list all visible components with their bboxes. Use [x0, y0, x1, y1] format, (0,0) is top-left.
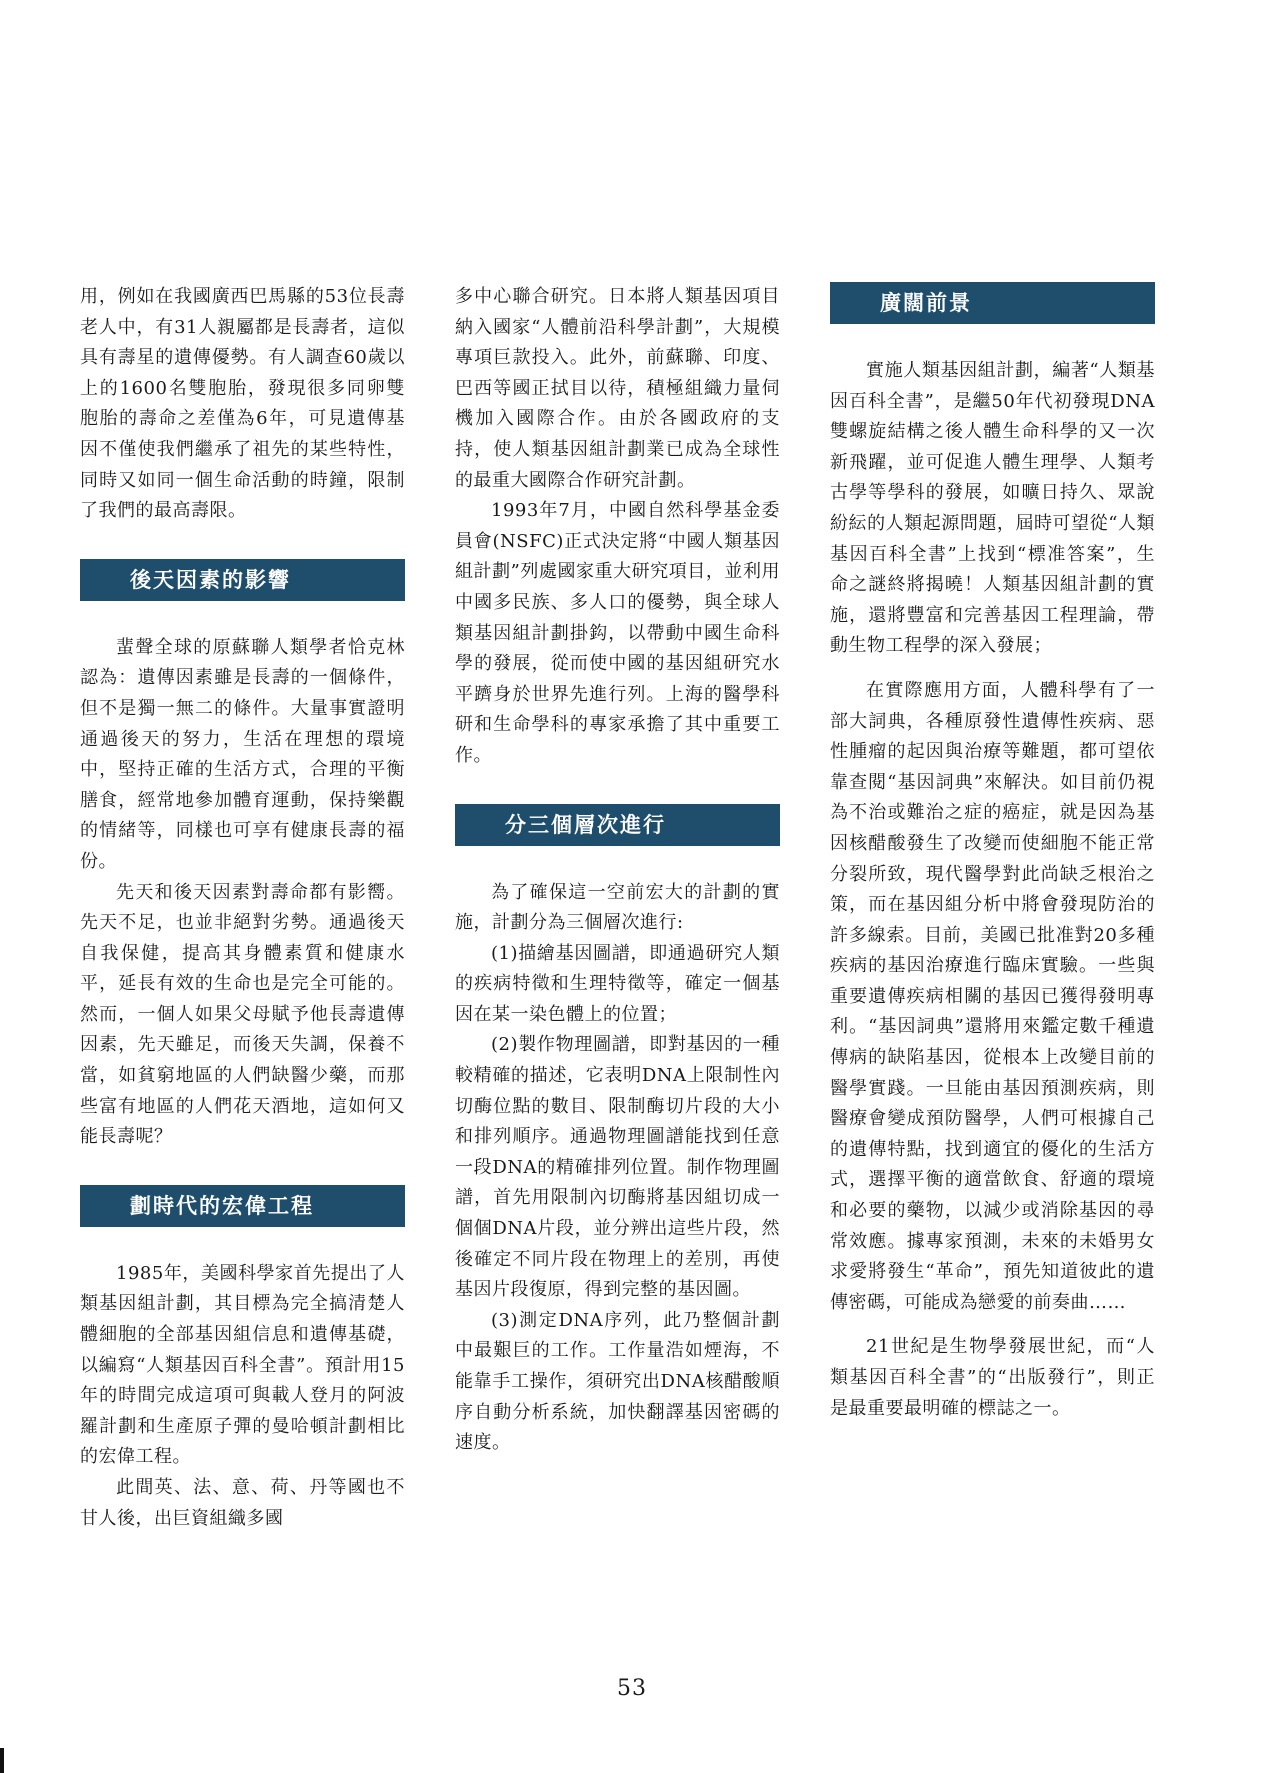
text-column-2 [455, 282, 780, 1459]
paragraph: 1985年，美國科學家首先提出了人類基因組計劃，其目標為完全搞清楚人體細胞的全部基因組信息和遺傳基礎，以編寫“人類基因百科全書”。預計用15年的時間完成這項可與載人登月的阿波羅計劃和生產原子彈的曼哈頓計劃相比的宏偉工程。 [80, 1262, 405, 1468]
paragraph: (3)測定DNA序列，此乃整個計劃中最艱巨的工作。工作量浩如煙海，不能靠手工操作，須研究出DNA核醋酸順序自動分析系統，加快翻譯基因密碼的速度。 [455, 1309, 780, 1454]
paragraph-gap [830, 1318, 1155, 1332]
paragraph: 用，例如在我國廣西巴馬縣的53位長壽老人中，有31人親屬都是長壽者，這似具有壽星的遺傳優勢。有人調查60歲以上的1600名雙胞胎，發現很多同卵雙胞胎的壽命之差僅為6年，可見遺傳基因不僅使我們繼承了祖先的某些特性，同時又如同一個生命活動的時鐘，限制了我們的最高壽限。 [80, 286, 405, 522]
scan-edge-mark [0, 1748, 4, 1773]
paragraph: 實施人類基因組計劃，編著“人類基因百科全書”，是繼50年代初發現DNA雙螺旋結構之後人體生命科學的又一次新飛躍，並可促進人體生理學、人類考古學等學科的發展，如曠日持久、眾說紛紜的人類起源問題，屆時可望從“人類基因百科全書”上找到“標准答案”，生命之謎終將揭曉！人類基因組計劃的實施，還將豐富和完善基因工程理論，帶動生物工程學的深入發展； [830, 360, 1155, 657]
text-column-3 [830, 282, 1155, 1424]
paragraph: 1993年7月，中國自然科學基金委員會(NSFC)正式決定將“中國人類基因組計劃”列處國家重大研究項目，並利用中國多民族、多人口的優勢，與全球人類基因組計劃掛鈎，以帶動中國生命科學的發展，從而使中國的基因組研究水平躋身於世界先進行列。上海的醫學科研和生命學科的專家承擔了其中重要工作。 [455, 500, 780, 766]
section-heading-three-levels: 分三個層次進行 [455, 804, 780, 846]
paragraph: 先天和後天因素對壽命都有影嚮。先天不足，也並非絕對劣勢。通過後天自我保健，提高其身體素質和健康水平，延長有效的生命也是完全可能的。然而，一個人如果父母賦予他長壽遺傳因素，先天雖足，而後天失調，保養不當，如貧窮地區的人們缺醫少藥，而那些富有地區的人們花天酒地，這如何又能長壽呢？ [80, 881, 405, 1148]
section-heading-epoch-project: 劃時代的宏偉工程 [80, 1185, 405, 1227]
paragraph: 蜚聲全球的原蘇聯人類學者恰克林認為：遺傳因素雖是長壽的一個條件，但不是獨一無二的條件。大量事實證明通過後天的努力，生活在理想的環境中，堅持正確的生活方式，合理的平衡膳食，經常地參加體育運動，保持樂觀的情緒等，同樣也可享有健康長壽的福份。 [80, 636, 405, 872]
section-heading-acquired-factors: 後天因素的影響 [80, 559, 405, 601]
paragraph: 為了確保這一空前宏大的計劃的實施，計劃分為三個層次進行: [455, 881, 780, 934]
paragraph: 21世紀是生物學發展世紀，而“人類基因百科全書”的“出版發行”，則正是最重要最明確的標誌之一。 [830, 1336, 1155, 1419]
paragraph: (1)描繪基因圖譜，即通過研究人類的疾病特徵和生理特徵等，確定一個基因在某一染色體上的位置； [455, 942, 780, 1025]
section-heading-broad-prospects: 廣闊前景 [830, 282, 1155, 324]
paragraph: 多中心聯合研究。日本將人類基因項目納入國家“人體前沿科學計劃”，大規模專項巨款投入。此外，前蘇聯、印度、巴西等國正拭目以待，積極組織力量伺機加入國際合作。由於各國政府的支持，使人類基因組計劃業已成為全球性的最重大國際合作研究計劃。 [455, 286, 780, 491]
text-column-1 [80, 282, 405, 1534]
paragraph: 在實際應用方面，人體科學有了一部大詞典，各種原發性遺傳性疾病、惡性腫瘤的起因與治療等難題，都可望依靠查閱“基因詞典”來解決。如目前仍視為不治或難治之症的癌症，就是因為基因核醋酸發生了改變而使細胞不能正常分裂所致，現代醫學對此尚缺乏根治之策，而在基因組分析中將會發現防治的許多線索。目前，美國已批准對20多種疾病的基因治療進行臨床實驗。一些與重要遺傳疾病相關的基因已獲得發明專利。“基因詞典”還將用來鑑定數千種遺傳病的缺陷基因，從根本上改變目前的醫學實踐。一旦能由基因預測疾病，則醫療會變成預防醫學，人們可根據自己的遺傳特點，找到適宜的優化的生活方式，選擇平衡的適當飲食、舒適的環境和必要的藥物，以減少或消除基因的尋常效應。據專家預測，未來的未婚男女求愛將發生“革命”，預先知道彼此的遺傳密碼，可能成為戀愛的前奏曲…… [830, 679, 1155, 1313]
page-number: 53 [617, 1676, 647, 1701]
paragraph: (2)製作物理圖譜，即對基因的一種較精確的描述，它表明DNA上限制性內切酶位點的數目、限制酶切片段的大小和排列順序。通過物理圖譜能找到任意一段DNA的精確排列位置。制作物理圖譜，首先用限制內切酶將基因組切成一個個DNA片段，並分辨出這些片段，然後確定不同片段在物理上的差別，再使基因片段復原，得到完整的基因圖。 [455, 1034, 780, 1301]
paragraph: 此間英、法、意、荷、丹等國也不甘人後，出巨資組織多國 [80, 1477, 405, 1529]
paragraph-gap [830, 662, 1155, 676]
